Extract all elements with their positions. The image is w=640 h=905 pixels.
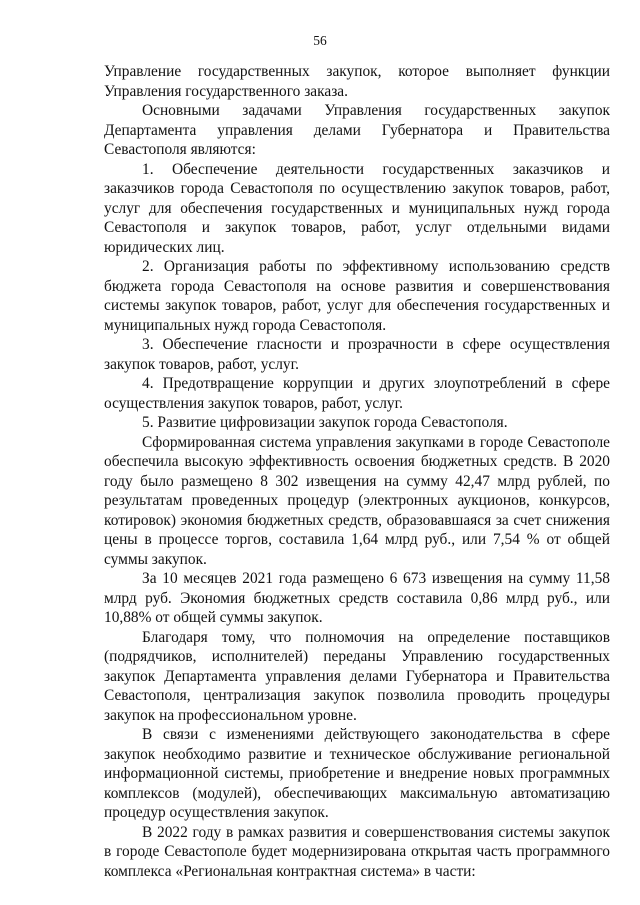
page-number: 56 — [313, 33, 327, 48]
list-item: 4. Предотвращение коррупции и других злоупотреблений в сфере осуществления закупок товаров, работ, услуг. — [104, 375, 610, 412]
paragraph: За 10 месяцев 2021 года размещено 6 673 извещения на сумму 11,58 млрд руб. Экономия бюджетных средств составила 0,86 млрд руб., или 10,88% от общей суммы закупок. — [104, 570, 610, 626]
document-body — [104, 62, 610, 881]
paragraph: Сформированная система управления закупками в городе Севастополе обеспечила высокую эффективность освоения бюджетных средств. В 2020 году было размещено 8 302 извещения на сумму 42,47 млрд рублей, по результатам проведенных процедур (электронных аукционов, конкурсов, котировок) экономия бюджетных средств, образовавшаяся за счет снижения цены в процессе торгов, составила 1,64 млрд руб., или 7,54 % от общей суммы закупок. — [104, 433, 610, 568]
paragraph: Управление государственных закупок, которое выполняет функции Управления государственного заказа. — [104, 63, 610, 100]
paragraph: В 2022 году в рамках развития и совершенствования системы закупок в городе Севастополе будет модернизирована открытая часть программного комплекса «Региональная контрактная система» в части: — [104, 823, 610, 880]
list-item: 5. Развитие цифровизации закупок города Севастополя. — [142, 414, 508, 431]
paragraph: Благодаря тому, что полномочия на определение поставщиков (подрядчиков, исполнителей) переданы Управлению государственных закупок Департамента управления делами Губернатора и Правительства Севастополя, централизация закупок позволила проводить процедуры закупок на профессиональном уровне. — [104, 628, 610, 724]
list-item: 1. Обеспечение деятельности государственных заказчиков и заказчиков города Севастополя по осуществлению закупок товаров, работ, услуг для обеспечения государственных и муниципальных нужд города Севастополя и закупок товаров, работ, услуг отдельными видами юридических лиц. — [104, 160, 610, 256]
paragraph: В связи с изменениями действующего законодательства в сфере закупок необходимо развитие и техническое обслуживание региональной информационной системы, приобретение и внедрение новых программных комплексов (модулей), обеспечивающих максимальную автоматизацию процедур осуществления закупок. — [104, 726, 610, 821]
list-item: 3. Обеспечение гласности и прозрачности в сфере осуществления закупок товаров, работ, услуг. — [104, 336, 610, 373]
paragraph: Основными задачами Управления государственных закупок Департамента управления делами Губернатора и Правительства Севастополя являются: — [104, 102, 610, 158]
list-item: 2. Организация работы по эффективному использованию средств бюджета города Севастополя на основе развития и совершенствования системы закупок товаров, работ, услуг для обеспечения государственных и муниципальных нужд города Севастополя. — [104, 258, 610, 334]
